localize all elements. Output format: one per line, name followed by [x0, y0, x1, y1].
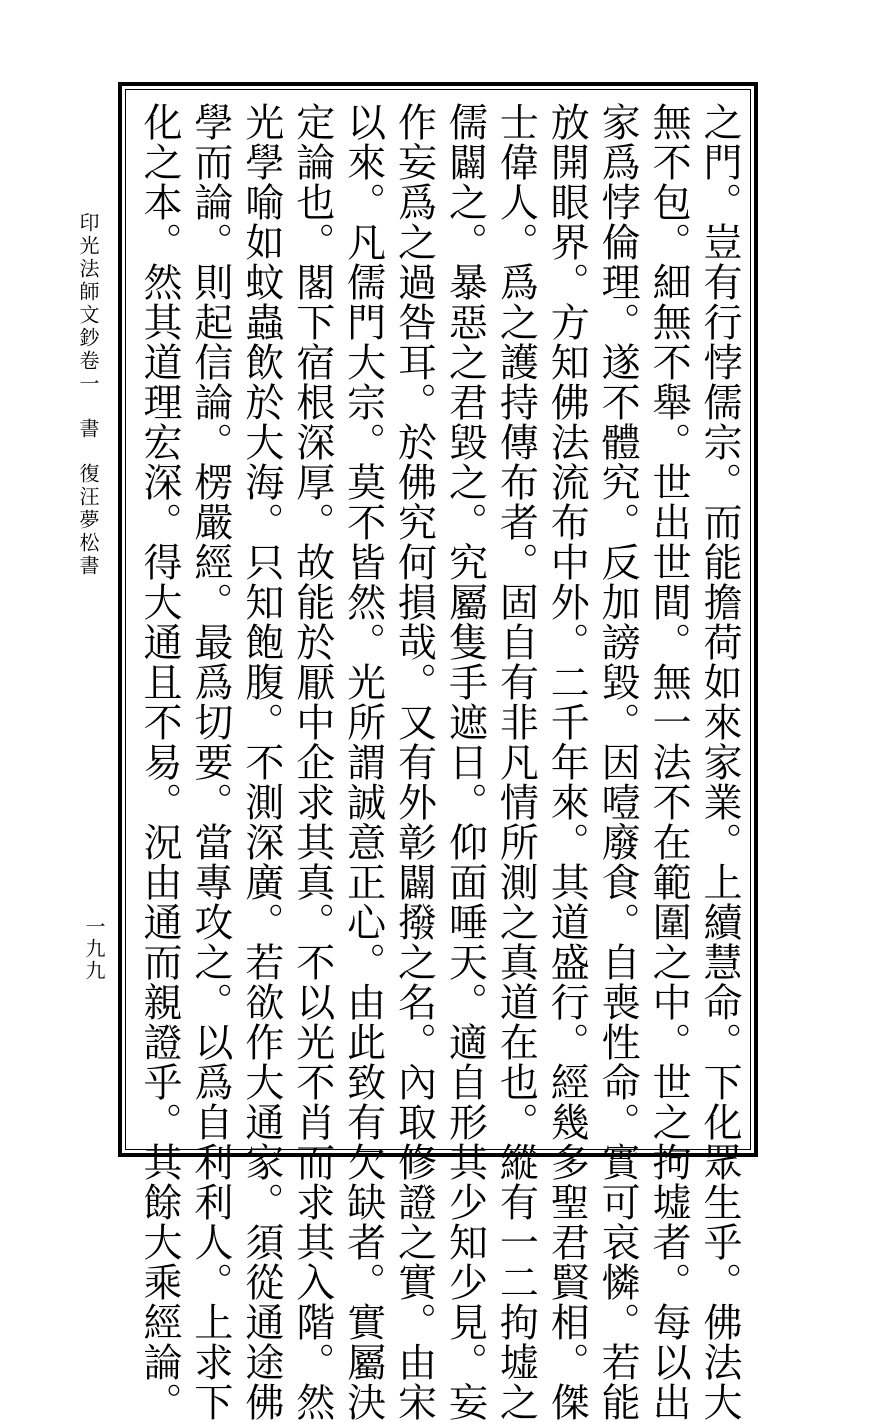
letter-title: 復汪夢松書: [76, 463, 100, 578]
text-column-8: 以來。凡儒門大宗。莫不皆然。光所謂誠意正心。由此致有欠缺者。實屬決: [340, 102, 386, 1422]
book-title: 印光法師文鈔卷一: [76, 212, 100, 396]
text-column-12: 化之本。然其道理宏深。得大通且不易。況由通而親證乎。其餘大乘經論。: [137, 102, 182, 1422]
text-column-11: 學而論。則起信論。楞嚴經。最爲切要。當專攻之。以爲自利利人。上求下: [187, 102, 233, 1422]
text-column-10: 光學喻如蚊蟲飲於大海。只知飽腹。不測深廣。若欲作大通家。須從通途佛: [238, 102, 284, 1422]
text-column-1: 之門。豈有行悖儒宗。而能擔荷如來家業。上續慧命。下化眾生乎。佛法大: [696, 102, 742, 1422]
page-number: 一九九: [82, 916, 106, 982]
margin-running-title: [74, 212, 103, 578]
text-column-6: 儒闢之。暴惡之君毀之。究屬隻手遮日。仰面唾天。適自形其少知少見。妄: [442, 102, 488, 1422]
text-column-7: 作妄爲之過咎耳。於佛究何損哉。又有外彰闢撥之名。內取修證之實。由宋: [391, 102, 437, 1422]
text-column-9: 定論也。閣下宿根深厚。故能於厭中企求其真。不以光不肖而求其入階。然: [289, 102, 335, 1422]
text-column-4: 放開眼界。方知佛法流布中外。二千年來。其道盛行。經幾多聖君賢相。傑: [544, 102, 590, 1422]
text-column-5: 士偉人。爲之護持傳布者。固自有非凡情所測之真道在也。縱有一二拘墟之: [493, 102, 539, 1422]
main-text-block: [131, 102, 747, 1422]
text-column-2: 無不包。細無不舉。世出世間。無一法不在範圍之中。世之拘墟者。每以出: [646, 102, 692, 1422]
text-column-3: 家爲悖倫理。遂不體究。反加謗毀。因噎廢食。自喪性命。實可哀憐。若能: [595, 102, 641, 1422]
section-label: 書: [76, 418, 100, 441]
